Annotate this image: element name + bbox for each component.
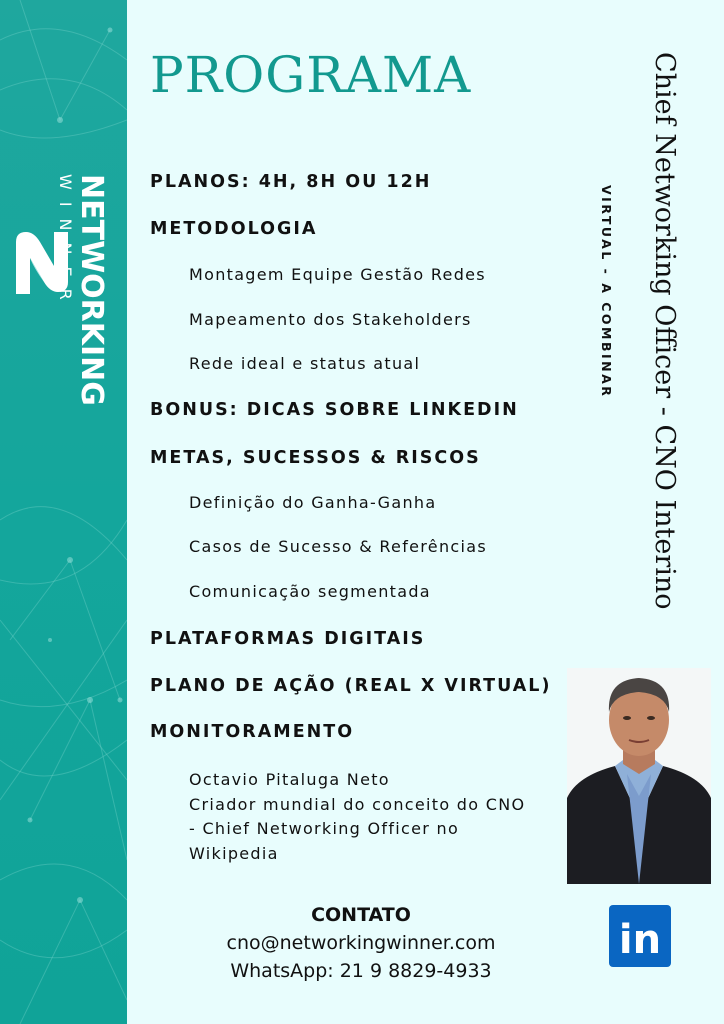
contact-title: CONTATO — [311, 904, 411, 926]
bio-line: Wikipedia — [189, 843, 279, 863]
vertical-subtitle: VIRTUAL - A COMBINAR — [599, 185, 614, 399]
program-heading: BONUS: DICAS SOBRE LINKEDIN — [150, 400, 519, 420]
contact-whatsapp[interactable]: WhatsApp: 21 9 8829-4933 — [230, 960, 492, 982]
networking-winner-logo — [8, 170, 127, 406]
program-subitem: Mapeamento dos Stakeholders — [189, 310, 472, 329]
sidebar-panel — [0, 0, 127, 1024]
network-pattern — [0, 0, 127, 1024]
program-heading: METODOLOGIA — [150, 219, 318, 239]
page-title: PROGRAMA — [150, 46, 472, 104]
program-subitem: Rede ideal e status atual — [189, 354, 421, 373]
logo-word: NETWORKING — [74, 174, 109, 406]
program-subitem: Montagem Equipe Gestão Redes — [189, 265, 486, 284]
linkedin-icon[interactable] — [609, 905, 671, 967]
program-heading: MONITORAMENTO — [150, 722, 355, 742]
program-heading: PLANOS: 4H, 8H OU 12H — [150, 172, 432, 192]
contact-block — [200, 904, 522, 982]
linkedin-label: in — [618, 917, 662, 963]
program-subitem: Comunicação segmentada — [189, 582, 431, 601]
author-photo — [567, 668, 711, 884]
program-heading: PLANO DE AÇÃO (REAL X VIRTUAL) — [150, 676, 552, 696]
program-heading: PLATAFORMAS DIGITAIS — [150, 629, 426, 649]
vertical-title: Chief Networking Officer - CNO Interino — [649, 52, 680, 610]
program-heading: METAS, SUCESSOS & RISCOS — [150, 448, 481, 468]
contact-email[interactable]: cno@networkingwinner.com — [226, 932, 496, 954]
program-subitem: Casos de Sucesso & Referências — [189, 537, 487, 556]
author-bio — [189, 768, 569, 866]
bio-line: Criador mundial do conceito do CNO — [189, 794, 526, 814]
bio-line: - Chief Networking Officer no — [189, 819, 460, 838]
bio-line: Octavio Pitaluga Neto — [189, 770, 390, 789]
program-subitem: Definição do Ganha-Ganha — [189, 493, 437, 512]
logo-sub: WINNER — [56, 174, 75, 312]
